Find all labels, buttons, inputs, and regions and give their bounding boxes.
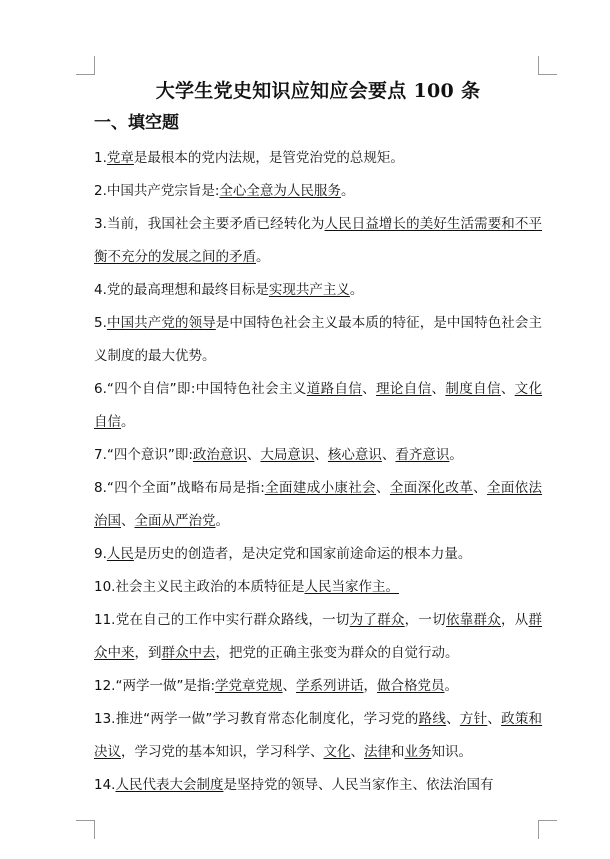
list-item xyxy=(94,208,542,274)
question-text: 、 xyxy=(446,711,460,727)
question-text: 。 xyxy=(215,513,229,529)
answer-text: 全心全意为人民服务 xyxy=(219,183,341,199)
question-text: 是坚持党的领导、人民当家作主、依法治国有 xyxy=(223,777,494,793)
answer-text: 制度自信 xyxy=(445,381,501,397)
crop-mark-bottom-right xyxy=(538,820,557,839)
answer-text: 中国共产党的领导 xyxy=(106,315,216,331)
answer-text: 实现共产主义 xyxy=(268,282,350,298)
question-text: 是最根本的党内法规，是管党治党的总规矩。 xyxy=(133,150,404,166)
crop-mark-top-right xyxy=(538,56,557,75)
list-item xyxy=(94,175,542,208)
list-item xyxy=(94,274,542,307)
question-text: 、 xyxy=(473,480,487,496)
question-text: 13.推进“两学一做”学习教育常态化制度化，学习党的 xyxy=(94,711,419,727)
question-text: 、 xyxy=(350,744,364,760)
question-text: 6.“四个自信”即:中国特色社会主义 xyxy=(94,381,307,397)
question-text: 2.中国共产党宗旨是: xyxy=(94,183,220,199)
question-text: 知识。 xyxy=(431,744,472,760)
list-item xyxy=(94,571,542,604)
answer-text: 群众中去 xyxy=(161,645,216,661)
question-text: ， xyxy=(363,678,378,694)
question-text: 、 xyxy=(362,381,377,397)
item-list xyxy=(94,142,542,802)
answer-text: 文化 xyxy=(323,744,351,760)
question-text: 。 xyxy=(256,249,270,265)
answer-text: 全面深化改革 xyxy=(389,480,474,496)
question-text: 5. xyxy=(94,315,107,331)
list-item xyxy=(94,538,542,571)
question-text: 3.当前，我国社会主要矛盾已经转化为 xyxy=(94,216,325,232)
list-item xyxy=(94,769,542,802)
question-text: 7.“四个意识”即: xyxy=(94,447,193,463)
list-item xyxy=(94,307,542,373)
answer-text: 群众中来 xyxy=(94,612,543,661)
question-text: 、 xyxy=(500,381,515,397)
question-text: 、 xyxy=(431,381,446,397)
question-text: 4.党的最高理想和最终目标是 xyxy=(94,282,269,298)
question-text: ，到 xyxy=(134,645,162,661)
list-item xyxy=(94,439,542,472)
answer-text: 党章 xyxy=(106,150,134,166)
question-text: ，把党的正确主张变为群众的自觉行动。 xyxy=(215,645,459,661)
list-item xyxy=(94,472,542,538)
question-text: ，从 xyxy=(501,612,529,628)
answer-text: 依靠群众 xyxy=(445,612,501,628)
question-text: 、 xyxy=(314,447,328,463)
question-text: 、 xyxy=(487,711,502,727)
answer-text: 业务 xyxy=(404,744,432,760)
question-text: 11.党在自己的工作中实行群众路线，一切 xyxy=(94,612,350,628)
question-text: 和 xyxy=(391,744,405,760)
question-text: ，学习党的基本知识，学习科学、 xyxy=(121,744,324,760)
answer-text: 大局意识 xyxy=(260,447,315,463)
answer-text: 全面依法治国 xyxy=(94,480,543,529)
answer-text: 为了群众 xyxy=(349,612,405,628)
question-text: 是历史的创造者，是决定党和国家前途命运的根本力量。 xyxy=(133,546,472,562)
answer-text: 人民代表大会制度 xyxy=(115,777,224,793)
question-text: 、 xyxy=(376,480,390,496)
answer-text: 政治意识 xyxy=(192,447,247,463)
answer-text: 路线 xyxy=(418,711,447,727)
question-text: 、 xyxy=(381,447,396,463)
answer-text: 全面从严治党 xyxy=(134,513,216,529)
answer-text: 核心意识 xyxy=(327,447,382,463)
document-page xyxy=(94,78,542,802)
section-heading: 一、填空题 xyxy=(94,113,179,133)
answer-text: 法律 xyxy=(364,744,391,760)
answer-text: 人民日益增长的美好生活需要和不平衡不充分的发展之间的矛盾 xyxy=(94,216,543,265)
question-text: 。 xyxy=(349,282,364,298)
answer-text: 理论自信 xyxy=(376,381,432,397)
question-text: 、 xyxy=(121,513,135,529)
question-text: 。 xyxy=(449,447,463,463)
list-item xyxy=(94,703,542,769)
list-item xyxy=(94,142,542,175)
document-title: 大学生党史知识应知应会要点 100 条 xyxy=(155,80,481,102)
answer-text: 人民当家作主。 xyxy=(304,579,399,595)
question-text: 12.“两学一做”是指: xyxy=(94,678,216,694)
answer-text: 学党章党规 xyxy=(215,678,283,694)
list-item xyxy=(94,373,542,439)
question-text: 10.社会主义民主政治的本质特征是 xyxy=(94,579,305,595)
question-text: 、 xyxy=(246,447,261,463)
list-item xyxy=(94,604,542,670)
question-text: 。 xyxy=(340,183,355,199)
answer-text: 道路自信 xyxy=(306,381,363,397)
answer-text: 人民 xyxy=(106,546,134,562)
answer-text: 方针 xyxy=(459,711,488,727)
answer-text: 文化自信 xyxy=(94,381,543,430)
question-text: 。 xyxy=(121,414,135,430)
question-text: 1. xyxy=(94,150,107,166)
question-text: 14. xyxy=(94,777,116,793)
answer-text: 全面建成小康社会 xyxy=(264,480,377,496)
answer-text: 看齐意识 xyxy=(395,447,450,463)
crop-mark-bottom-left xyxy=(76,820,95,839)
answer-text: 政策和决议 xyxy=(94,711,543,760)
question-text: ，一切 xyxy=(404,612,446,628)
question-text: 是中国特色社会主义最本质的特征，是中国特色社会主义制度的最大优势。 xyxy=(94,315,542,364)
crop-mark-top-left xyxy=(76,56,95,75)
answer-text: 做合格党员 xyxy=(377,678,445,694)
question-text: 、 xyxy=(282,678,297,694)
question-text: 8.“四个全面”战略布局是指: xyxy=(94,480,265,496)
question-text: 9. xyxy=(94,546,107,562)
answer-text: 学系列讲话 xyxy=(296,678,364,694)
question-text: 。 xyxy=(444,678,459,694)
list-item xyxy=(94,670,542,703)
